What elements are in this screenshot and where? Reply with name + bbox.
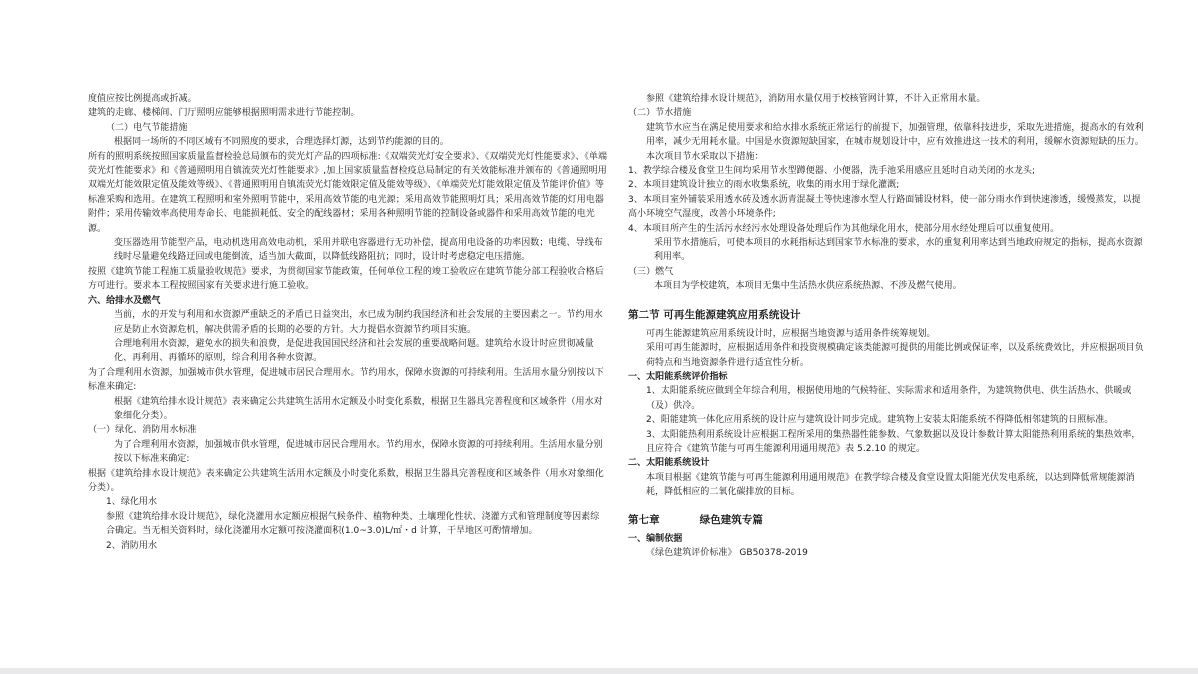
section-heading: 一、编制依据 (628, 533, 683, 544)
paragraph: （一）绿化、消防用水标准 (88, 425, 197, 436)
paragraph: 可再生能源建筑应用系统设计时，应根据当地资源与适用条件统筹规划。 (646, 328, 936, 339)
paragraph: 1、教学综合楼及食堂卫生间均采用节水型蹲便器、小便器，洗手池采用感应且延时自动关闭的水龙头; (628, 166, 1036, 177)
paragraph: 本项目根据《建筑节能与可再生能源利用通用规范》在教学综合楼及食堂设置太阳能光伏发电系统，以达到降低常规能源消耗，降低相应的二氧化碳排放的目标。 (646, 472, 1135, 498)
paragraph: 2、消防用水 (106, 540, 158, 551)
paragraph: 按照《建筑节能工程施工质量验收规范》要求，为贯彻国家节能政策，任何单位工程的竣工验收应在建筑节能分部工程验收合格后方可进行。要求本工程按照国家有关要求进行施工验收。 (88, 266, 604, 292)
right-text-column (628, 92, 1148, 560)
paragraph: （三）燃气 (628, 266, 674, 277)
section-heading: 第二节 可再生能源建筑应用系统设计 (628, 308, 801, 321)
paragraph: （二）电气节能措施 (106, 122, 188, 133)
chapter-number: 第七章 (628, 513, 660, 526)
paragraph: 1、绿化用水 (106, 497, 158, 508)
paragraph: 《绿色建筑评价标准》 GB50378-2019 (646, 547, 808, 558)
paragraph: 1、太阳能系统应做到全年综合利用，根据使用地的气候特征、实际需求和适用条件，为建筑物供电、供生活热水、供暖或（及）供冷。 (646, 386, 1132, 411)
paragraph: 根据《建筑给排水设计规范》表来确定公共建筑生活用水定额及小时变化系数，根据卫生器具完善程度和区域条件（用水对象细化分类）。 (88, 468, 604, 493)
section-heading: 二、太阳能系统设计 (628, 458, 710, 469)
bottom-scroll-strip (0, 668, 1198, 674)
paragraph: 3、本项目室外铺装采用透水砖及透水沥青混凝土等快速渗水型人行路面铺设材料，使一部分雨水作到快速渗透，缓慢蒸发，以提高小环境空气湿度，改善小环境条件; (628, 194, 1141, 220)
paragraph: 本项目为学校建筑，本项目无集中生活热水供应系统热源、不涉及燃气使用。 (654, 281, 962, 292)
chapter-heading (628, 512, 1148, 528)
paragraph: 4、本项目所产生的生活污水经污水处理设备处理后作为其他绿化用水，使部分用水经处理后可以重复使用。 (628, 223, 1060, 234)
paragraph: 采用节水措施后，可使本项目的水耗指标达到国家节水标准的要求，水的重复利用率达到当地政府规定的指标，提高水资源利用率。 (654, 238, 1143, 263)
paragraph: 2、本项目建筑设计独立的雨水收集系统，收集的雨水用于绿化灌溉; (628, 180, 900, 191)
paragraph: 参照《建筑给排水设计规范》，消防用水量仅用于校核管网计算，不计入正常用水量。 (646, 94, 986, 104)
chapter-title: 绿色建筑专篇 (699, 513, 763, 526)
section-heading: 六、给排水及燃气 (88, 295, 161, 306)
paragraph: 为了合理利用水资源，加强城市供水管理，促进城市居民合理用水。节约用水，保障水资源的可持续利用。生活用水量分别按以下标准来确定: (88, 367, 604, 393)
paragraph: （二）节水措施 (628, 108, 692, 119)
paragraph: 2、阳能建筑一体化应用系统的设计应与建筑设计同步完成。建筑物上安装太阳能系统不得降低相邻建筑的日照标准。 (646, 415, 1114, 426)
section-heading: 一、太阳能系统评价指标 (628, 371, 728, 382)
paragraph: 变压器选用节能型产品，电动机选用高效电动机，采用并联电容器进行无功补偿，提高用电设备的功率因数；电缆、导线布线时尽量避免线路迂回或电能倒流，适当加大截面，以降低线路阻抗；同时，设计时考虑稳定电压措施。 (114, 238, 603, 263)
paragraph: 度值应按比例提高或折减。 (88, 94, 197, 104)
paragraph: 3、太阳能热利用系统设计应根据工程所采用的集热器性能参数、气象数据以及设计参数计算太阳能热利用系统的集热效率，且应符合《建筑节能与可再生能源利用通用规范》表 5.2.10 的规定。 (646, 429, 1141, 454)
paragraph: 为了合理利用水资源，加强城市供水管理，促进城市居民合理用水。节约用水，保障水资源的可持续利用。生活用水量分别按以下标准来确定: (114, 439, 603, 465)
paragraph: 当前，水的开发与利用和水资源严重缺乏的矛盾已日益突出，水已成为制约我国经济和社会发展的主要因素之一。节约用水应是防止水资源危机，解决供需矛盾的长期的必要的方针。大力提倡水资源节约项目实施。 (114, 310, 603, 335)
paragraph: 根据《建筑给排水设计规范》表来确定公共建筑生活用水定额及小时变化系数，根据卫生器具完善程度和区域条件（用水对象细化分类）。 (114, 396, 603, 421)
paragraph: 参照《建筑给排水设计规范》，绿化浇灌用水定额应根据气候条件、植物种类、土壤理化性状、浇灌方式和管理制度等因素综合确定。当无相关资料时，绿化浇灌用水定额可按浇灌面积(1.0~3.0)L/㎡・d 计算，干旱地区可酌情增加。 (106, 511, 600, 537)
paragraph: 合理地利用水资源，避免水的损失和浪费，是促进我国国民经济和社会发展的重要战略问题。建筑给水设计时应贯彻减量化、再利用、再循环的原则，综合利用各种水资源。 (114, 338, 594, 364)
left-text-column (88, 92, 608, 553)
paragraph: 根据同一场所的不同区域有不同照度的要求，合理选择灯源，达到节约能源的目的。 (114, 137, 449, 148)
paragraph: 建筑的走廊、楼梯间、门厅照明应能够根据照明需求进行节能控制。 (88, 108, 360, 119)
paragraph: 所有的照明系统按照国家质量监督检验总局颁布的荧光灯产品的四项标准:《双端荧光灯安全要求》、《双端荧光灯性能要求》、《单端荧光灯性能要求》和《普通照明用自镇流荧光灯性能要求》,加上国家质量监督检疫总局制定的有关效能标准并颁布的《普通照明用双端光灯能效限定值及能效等级》、《普通照明用自镇流荧光灯能效限定值及能效等级》、《单端荧光灯能效限定值及节能评价值》等标准采购和选用。在建筑工程照明和室外照明节能中，采用高效节能的电光源；采用高效节能照明灯具；采用高效节能的灯用电器附件；采用传输效率高使用寿命长、电能损耗低、安全的配线器材；采用各种照明节能的控制设备或器件和采用高效节能的电光源。 (88, 151, 608, 234)
paragraph: 建筑节水应当在满足使用要求和给水排水系统正常运行的前提下，加强管理，依靠科技进步，采取先进措施，提高水的有效利用率，减少无用耗水量。中国是水资源短缺国家，在城市规划设计中，应有效推进这一技术的利用，缓解水资源短缺的压力。本次项目节水采取以下措施： (646, 122, 1144, 162)
paragraph: 采用可再生能源时，应根据适用条件和投资规模确定该类能源可提供的用能比例或保证率，以及系统费效比，并应根据项目负荷特点和当地资源条件进行适宜性分析。 (646, 343, 1144, 368)
